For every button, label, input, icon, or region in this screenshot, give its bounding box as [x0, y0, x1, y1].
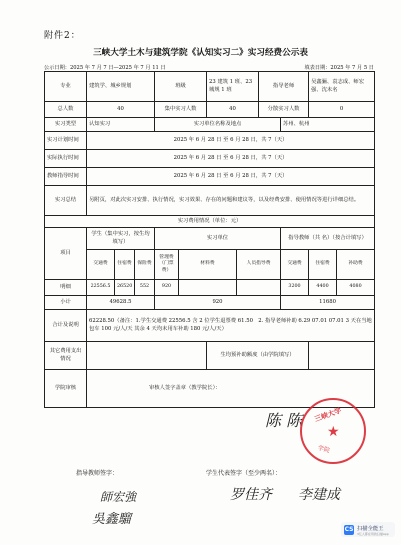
annex-label: 附件2： [44, 31, 81, 41]
col-teacher-traffic: 交通费 [281, 250, 309, 280]
unit-group: 实习单位 [155, 228, 281, 250]
seal-star-icon: ★ [327, 424, 340, 440]
plan-label: 实习计划时间 [45, 132, 87, 150]
detail-insurance: 552 [135, 280, 155, 296]
scanner-sub: 3亿人都在用的扫描App [357, 531, 389, 536]
type-label: 实习类型 [45, 118, 87, 132]
teacher-group: 指导教师（共 名）（按合计填写） [281, 228, 375, 250]
teacher-time-label: 教师指导时间 [45, 168, 87, 186]
detail-label: 明细 [45, 280, 87, 296]
student-signature-1: 罗佳齐 [230, 487, 272, 503]
teacher-signature-1: 師宏強 [100, 490, 137, 504]
item-label: 项目 [45, 228, 87, 280]
unit-label: 实习单位名称及地点 [155, 118, 281, 132]
reviewer-label: 审核人签字盖章（教学院长）： [149, 384, 221, 391]
centralized-label: 集中实习人数 [155, 102, 207, 118]
expense-header: 实习费用情况（单位：元） [45, 216, 375, 228]
total-note-value: 62228.50（备注：1.学生交通费 22556.5 含 2 位学生退票费 61.50 2. 指导老师补助 6.29 07.01 07.01 3 天在当地包车 100 元/人/天 其余 4 天均未用车补助 180 元/人/天） [87, 310, 375, 342]
reviewer-signature: 陈 陈 [265, 411, 303, 430]
dispersed-label: 分散实习人数 [259, 102, 309, 118]
teacher-time-value: 2025 年 6 月 28 日 至 6 月 28 日，共 7（天） [87, 168, 375, 186]
other-expense-value [87, 342, 207, 370]
col-lodging: 住宿费 [115, 250, 135, 280]
col-teacher-lodging: 住宿费 [309, 250, 337, 280]
plan-value: 2025 年 6 月 28 日 至 6 月 28 日，共 7（天） [87, 132, 375, 150]
subsidy-label: 生均预补助额度（由学院填写） [207, 342, 309, 370]
col-insurance: 保险费 [135, 250, 155, 280]
subtotal-student: 49628.5 [87, 296, 155, 310]
class-label: 班级 [155, 72, 207, 102]
detail-teacher-lodging: 4400 [309, 280, 337, 296]
official-seal [300, 398, 366, 464]
detail-lodging: 26520 [115, 280, 135, 296]
col-teacher-subsidy: 补助费 [337, 250, 375, 280]
total-value: 40 [87, 102, 155, 118]
student-group: 学生（集中实习，按生均填写） [87, 228, 155, 250]
subtotal-unit: 920 [155, 296, 281, 310]
major-label: 专业 [45, 72, 87, 102]
teacher-label: 指导老师 [259, 72, 309, 102]
class-value: 23 建筑 1 班、23 城规 1 班 [207, 72, 259, 102]
scanner-label: 扫描全能王 [357, 525, 384, 532]
scanner-logo-icon: CS [344, 526, 354, 533]
detail-traffic: 22556.5 [87, 280, 115, 296]
announce-date: 公示日期：2025 年 7 月 7 日—2025 年 7 月 11 日 [44, 65, 166, 71]
college-review-label: 学院审核 [45, 370, 87, 408]
seal-bottom-text: 学院 [317, 444, 331, 455]
detail-teacher-traffic: 3200 [281, 280, 309, 296]
fill-date: 填表日期：2025 年 7 月 5 日 [304, 65, 374, 71]
exec-label: 实际执行时间 [45, 150, 87, 168]
summary-label: 实习总结 [45, 186, 87, 216]
unit-value: 苏州、杭州 [281, 118, 375, 132]
detail-teacher-subsidy: 4080 [337, 280, 375, 296]
detail-guide [237, 280, 281, 296]
teacher-signature-2: 吳鑫騮 [92, 512, 132, 527]
col-traffic: 交通费 [87, 250, 115, 280]
major-value: 建筑学、城乡规划 [87, 72, 155, 102]
dispersed-value: 0 [309, 102, 375, 118]
detail-mgmt: 920 [155, 280, 179, 296]
student-signature-2: 李建成 [298, 487, 340, 503]
subtotal-label: 小计 [45, 296, 87, 310]
subsidy-value [309, 342, 375, 370]
col-guide: 人员指导费 [237, 250, 281, 280]
summary-value: 另附页，对此次实习安排、执行情况，实习效果、存在的问题和建议等，以及经费安排、使用情况等进行详细总结。 [87, 186, 375, 216]
type-value: 认知实习 [87, 118, 155, 132]
col-mgmt: 管理费（门票费） [155, 250, 179, 280]
expense-table [44, 71, 375, 408]
document-title: 三峡大学土木与建筑学院《认知实习二》实习经费公示表 [93, 48, 308, 58]
total-note-label: 合计及说明 [45, 310, 87, 342]
scanner-watermark [341, 522, 395, 537]
scanner-label-wrap [357, 524, 389, 536]
exec-value: 2025 年 6 月 28 日 至 6 月 28 日，共 7（天） [87, 150, 375, 168]
detail-material [179, 280, 237, 296]
teacher-sign-label: 指导教师签字： [76, 470, 119, 477]
subtotal-teacher: 11680 [281, 296, 375, 310]
other-expense-label: 其它费用支出情况 [45, 342, 87, 370]
col-material: 材料费 [179, 250, 237, 280]
seal-text: 三峡大学 [313, 405, 343, 424]
total-label: 总人数 [45, 102, 87, 118]
centralized-value: 40 [207, 102, 259, 118]
student-sign-label: 学生代表签字（至少两名）： [206, 470, 282, 477]
date-line [44, 64, 374, 71]
teacher-value: 吴鑫骊、袁志成、师宏强、沈未名 [309, 72, 375, 102]
